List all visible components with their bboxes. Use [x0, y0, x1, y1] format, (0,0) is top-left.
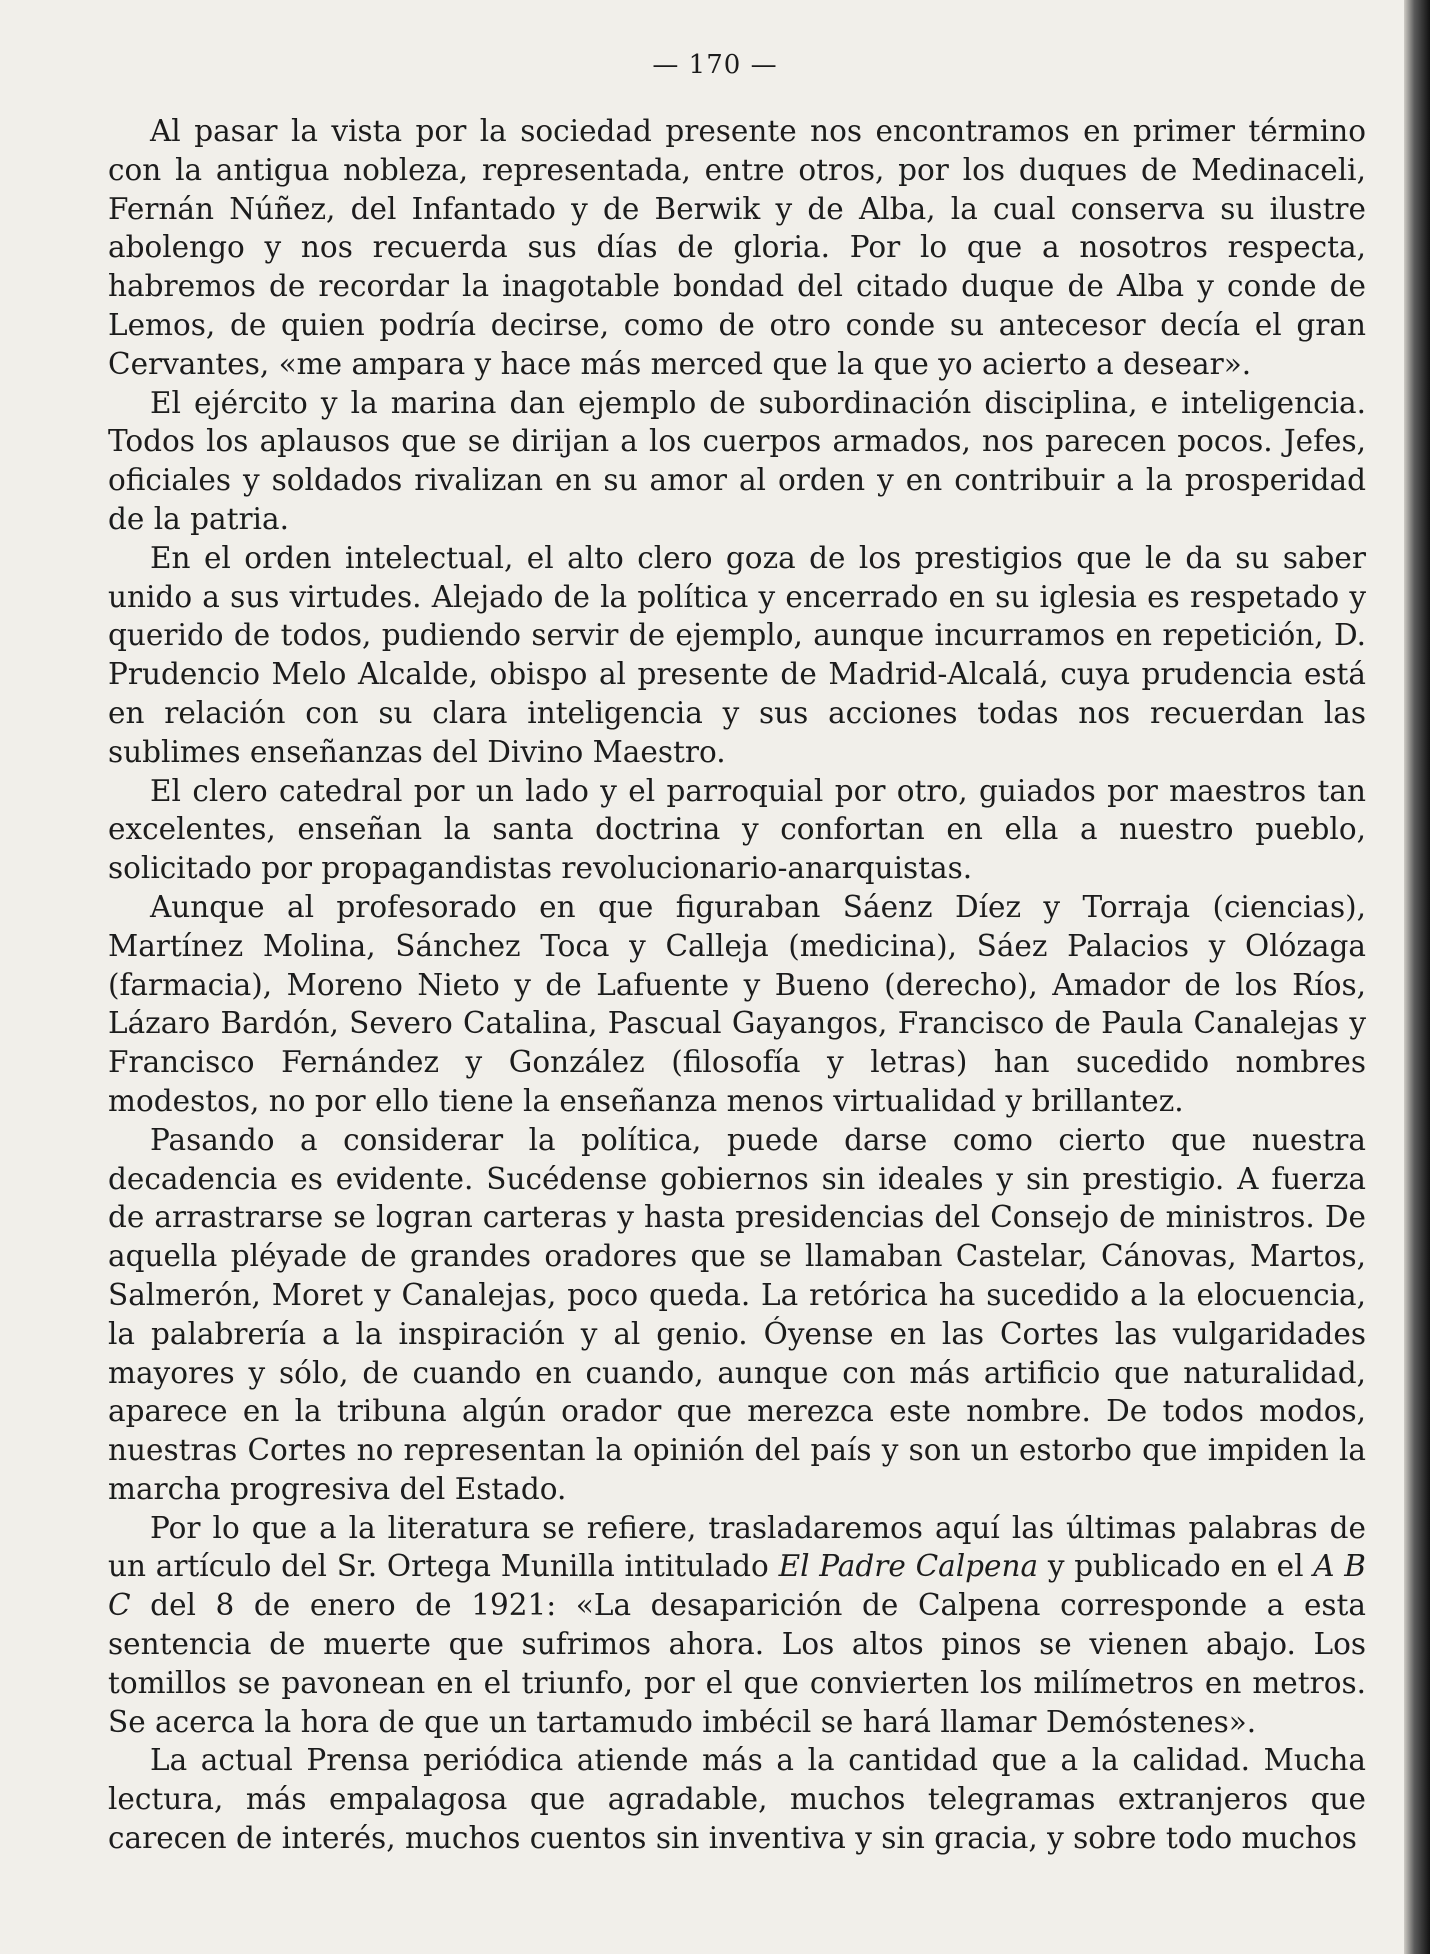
paragraph-cathedral-clergy: El clero catedral por un lado y el parroquial por otro, guiados por maestros tan excelentes, enseñan la santa doctrina y confortan en ella a nuestro pueblo, solicitado por propagandistas revolucionario-anarquistas.: [108, 773, 1366, 886]
body-text: [108, 112, 1366, 1858]
literature-text-part-1: Por lo que a la literatura se refiere, trasladaremos aquí las últimas palabras de un artículo del Sr. Ortega Munilla intitulado: [108, 1510, 1366, 1584]
paragraph-literature: [108, 1509, 1366, 1742]
literature-text-part-2: y publicado en el: [1038, 1549, 1314, 1584]
paragraph-clergy: En el orden intelectual, el alto clero goza de los prestigios que le da su saber unido a sus virtudes. Alejado de la política y encerrado en su iglesia es respetado y querido de todos, pudiendo servir de ejemplo, aunque incurramos en repetición, D. Prudencio Melo Alcalde, obispo al presente de Madrid-Alcalá, cuya prudencia está en relación con su clara inteligencia y sus acciones todas nos recuerdan las sublimes enseñanzas del Divino Maestro.: [108, 540, 1366, 769]
book-title: El Padre Calpena: [778, 1549, 1039, 1584]
page-edge-shadow: [1404, 0, 1430, 1954]
paragraph-press: La actual Prensa periódica atiende más a la cantidad que a la calidad. Mucha lectura, más empalagosa que agradable, muchos telegramas extranjeros que carecen de interés, muchos cuentos sin inventiva y sin gracia, y sobre todo muchos: [108, 1743, 1366, 1856]
page-number: — 170 —: [652, 50, 778, 80]
paragraph-nobility: Al pasar la vista por la sociedad presente nos encontramos en primer término con la antigua nobleza, representada, entre otros, por los duques de Medinaceli, Fernán Núñez, del Infantado y de Berwik y de Alba, la cual conserva su ilustre abolengo y nos recuerda sus días de gloria. Por lo que a nosotros respecta, habremos de recordar la inagotable bondad del citado duque de Alba y conde de Lemos, de quien podría decirse, como de otro conde su antecesor decía el gran Cervantes, «me ampara y hace más merced que la que yo acierto a desear».: [108, 114, 1366, 381]
newspaper-title: A B C: [108, 1549, 1366, 1623]
literature-text-part-3: del 8 de enero de 1921: «La desaparición de Calpena corresponde a esta sentencia de muerte que sufrimos ahora. Los altos pinos se vienen abajo. Los tomillos se pavonean en el triunfo, por el que convierten los milímetros en metros. Se acerca la hora de que un tartamudo imbécil se hará llamar Demóstenes».: [108, 1588, 1366, 1739]
paragraph-politics: Pasando a considerar la política, puede darse como cierto que nuestra decadencia es evidente. Sucédense gobiernos sin ideales y sin prestigio. A fuerza de arrastrarse se logran carteras y hasta presidencias del Consejo de ministros. De aquella pléyade de grandes oradores que se llamaban Castelar, Cánovas, Martos, Salmerón, Moret y Canalejas, poco queda. La retórica ha sucedido a la elocuencia, la palabrería a la inspiración y al genio. Óyense en las Cortes las vulgaridades mayores y sólo, de cuando en cuando, aunque con más artificio que naturalidad, aparece en la tribuna algún orador que merezca este nombre. De todos modos, nuestras Cortes no representan la opinión del país y son un estorbo que impiden la marcha progresiva del Estado.: [108, 1122, 1366, 1506]
paragraph-professorate: Aunque al profesorado en que figuraban Sáenz Díez y Torraja (ciencias), Martínez Molina, Sánchez Toca y Calleja (medicina), Sáez Palacios y Olózaga (farmacia), Moreno Nieto y de Lafuente y Bueno (derecho), Amador de los Ríos, Lázaro Bardón, Severo Catalina, Pascual Gayangos, Francisco de Paula Canalejas y Francisco Fernández y González (filosofía y letras) han sucedido nombres modestos, no por ello tiene la enseñanza menos virtualidad y brillantez.: [108, 889, 1366, 1118]
paragraph-army: El ejército y la marina dan ejemplo de subordinación disciplina, e inteligencia. Todos los aplausos que se dirijan a los cuerpos armados, nos parecen pocos. Jefes, oficiales y soldados rivalizan en su amor al orden y en contribuir a la prosperidad de la patria.: [108, 385, 1366, 536]
